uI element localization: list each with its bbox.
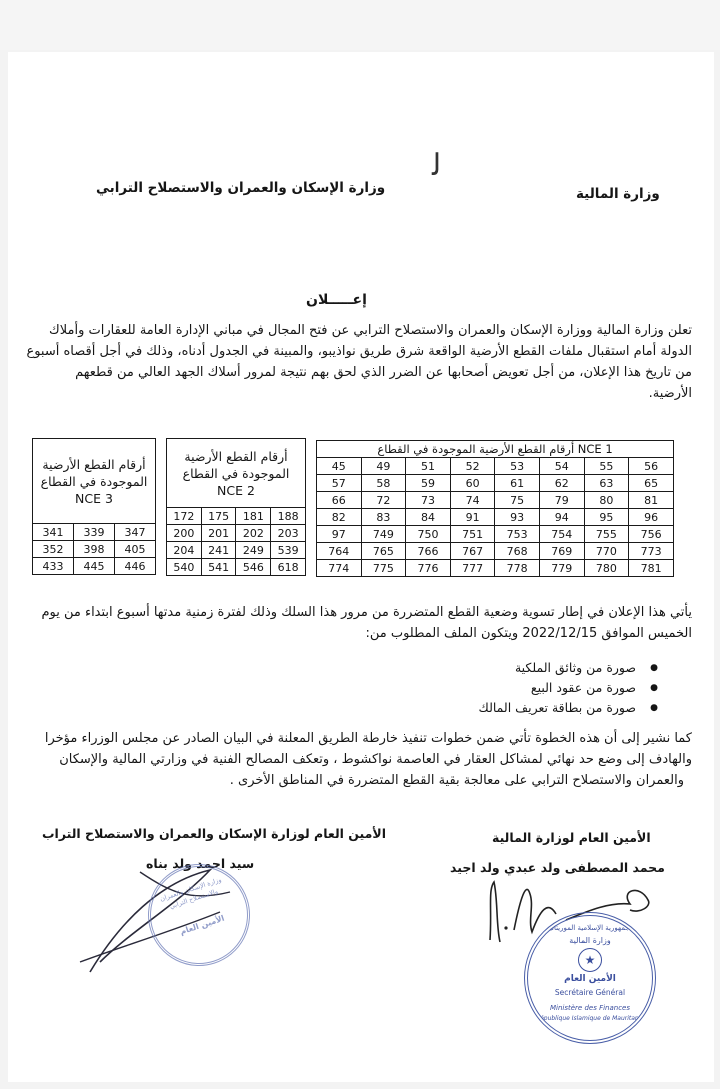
table-nce2-header [167,439,306,508]
intro-line: الدولة أمام استقبال ملفات القطع الأرضية الواقعة شرق طريق نواذيبو، والمبينة في الجدول أدناه، وذلك في أجل أقصاه أسبوع [26,344,692,359]
table-nce3 [32,438,156,575]
table-cell: 80 [584,492,629,509]
finance-sg-name: محمد المصطفى ولد عبدي ولد اجيد [450,860,665,875]
intro-line: الأرضية. [648,386,692,401]
table-cell: 84 [406,509,451,526]
stamp-arabic-ministry: وزارة الإسكان والعمران والاستصلاح الترابي [158,875,223,911]
table-cell: 96 [629,509,674,526]
table-cell: 781 [629,560,674,577]
table-cell: 65 [629,475,674,492]
table-cell: 765 [361,543,406,560]
header-line: الموجودة في القطاع [182,465,290,481]
table-cell: 204 [167,542,202,559]
table-cell: 175 [201,508,236,525]
table-cell: 541 [201,559,236,576]
ministry-housing-header: وزارة الإسكان والعمران والاستصلاح الترابي [96,180,386,196]
table-nce1 [316,440,674,577]
header-line: أرقام القطع الأرضية [184,448,288,464]
page-mark: ﻟ [432,148,442,183]
header-line: NCE 2 [217,482,255,498]
table-cell: 62 [539,475,584,492]
closing-line: والهادف إلى وضع حد نهائي لمشاكل العقار في العاصمة نواكشوط ، وتعكف المصالح الفنية في وزارتي المالية والإسكان [59,752,692,767]
table-row [167,559,306,576]
stamp-arabic-title: الأمين العام [178,913,226,937]
ministry-finance-header: وزارة المالية [576,186,660,202]
table-row [33,541,156,558]
table-cell: 755 [584,526,629,543]
stamp-french-ministry: Ministère des Finances [549,1004,631,1012]
table-cell: 347 [114,524,155,541]
table-cell: 446 [114,558,155,575]
table-cell: 95 [584,509,629,526]
closing-line: كما نشير إلى أن هذه الخطوة تأتي ضمن خطوات تنفيذ خارطة الطريق المعلنة في البيان الصادر عن مجلس الوزراء مؤخرا [44,731,692,746]
table-cell: 83 [361,509,406,526]
table-cell: 58 [361,475,406,492]
table-cell: 769 [539,543,584,560]
table-row [317,543,674,560]
closing-paragraph [24,728,692,791]
stamp-french-country: République Islamique de Mauritanie [535,1015,645,1022]
list-item: صورة من بطاقة تعريف المالك ● [300,698,658,718]
table-cell: 201 [201,525,236,542]
table-row [167,525,306,542]
table-cell: 49 [361,458,406,475]
table-cell: 768 [495,543,540,560]
top-band [0,0,720,50]
table-cell: 52 [450,458,495,475]
table-cell: 764 [317,543,362,560]
table-cell: 241 [201,542,236,559]
table-cell: 756 [629,526,674,543]
table-cell: 61 [495,475,540,492]
table-cell: 73 [406,492,451,509]
requirements-list [300,658,658,718]
table-cell: 540 [167,559,202,576]
table-cell: 779 [539,560,584,577]
housing-sg-name: سيد احمد ولد بناه [146,856,255,871]
table-row [167,542,306,559]
table-cell: 398 [73,541,114,558]
table-cell: 203 [271,525,306,542]
stamp-arabic-ministry: وزارة المالية [569,936,611,945]
table-cell: 754 [539,526,584,543]
table-cell: 81 [629,492,674,509]
table-cell: 750 [406,526,451,543]
table-cell: 778 [495,560,540,577]
table-cell: 780 [584,560,629,577]
table-cell: 94 [539,509,584,526]
intro-line: تعلن وزارة المالية ووزارة الإسكان والعمران والاستصلاح الترابي عن فتح المجال في مباني الإدارة العامة للعقارات وأملاك [49,323,692,338]
table-cell: 352 [33,541,74,558]
period-line: الخميس الموافق 2022/12/15 ويتكون الملف المطلوب من: [365,626,692,641]
table-cell: 766 [406,543,451,560]
table-cell: 93 [495,509,540,526]
table-cell: 74 [450,492,495,509]
table-cell: 188 [271,508,306,525]
table-cell: 59 [406,475,451,492]
stamp-french-title: Secrétaire Général [554,988,626,997]
table-cell: 57 [317,475,362,492]
period-line: يأتي هذا الإعلان في إطار تسوية وضعية القطع المتضررة من مرور هذا السلك وذلك لفترة زمنية مدتها أسبوع ابتداء من يوم [41,605,692,620]
table-cell: 751 [450,526,495,543]
table-cell: 72 [361,492,406,509]
table-cell: 249 [236,542,271,559]
table-row [317,526,674,543]
table-row [317,560,674,577]
table-cell: 341 [33,524,74,541]
table-cell: 433 [33,558,74,575]
table-row [33,558,156,575]
table-cell: 202 [236,525,271,542]
table-cell: 775 [361,560,406,577]
table-cell: 753 [495,526,540,543]
table-row [317,475,674,492]
table-nce3-header [33,439,156,524]
intro-paragraph [24,320,692,404]
list-item: صورة من عقود البيع ● [300,678,658,698]
table-cell: 749 [361,526,406,543]
table-cell: 777 [450,560,495,577]
table-row [317,458,674,475]
table-cell: 773 [629,543,674,560]
table-cell: 618 [271,559,306,576]
table-row [33,524,156,541]
period-paragraph [24,602,692,644]
table-cell: 546 [236,559,271,576]
table-cell: 776 [406,560,451,577]
table-cell: 66 [317,492,362,509]
table-cell: 200 [167,525,202,542]
table-cell: 181 [236,508,271,525]
table-cell: 97 [317,526,362,543]
table-cell: 51 [406,458,451,475]
table-cell: 172 [167,508,202,525]
header-line: أرقام القطع الأرضية [42,456,146,472]
finance-sg-title: الأمين العام لوزارة المالية [492,830,651,845]
table-cell: 55 [584,458,629,475]
table-cell: 82 [317,509,362,526]
emblem-icon: ★ [578,948,602,972]
table-cell: 45 [317,458,362,475]
list-item: صورة من وثائق الملكية ● [300,658,658,678]
table-cell: 79 [539,492,584,509]
stamp-arabic-title: الأمين العام [564,974,616,984]
table-cell: 60 [450,475,495,492]
table-cell: 91 [450,509,495,526]
table-cell: 767 [450,543,495,560]
closing-line: والعمران والاستصلاح الترابي على معالجة بقية القطع المتضررة في المناطق الأخرى . [229,773,684,788]
table-cell: 54 [539,458,584,475]
table-cell: 774 [317,560,362,577]
table-cell: 405 [114,541,155,558]
table-cell: 56 [629,458,674,475]
header-line: NCE 3 [75,490,113,506]
header-line: الموجودة في القطاع [40,473,148,489]
table-cell: 53 [495,458,540,475]
table-nce2 [166,438,306,576]
table-cell: 63 [584,475,629,492]
table-cell: 75 [495,492,540,509]
table-cell: 770 [584,543,629,560]
table-row [317,509,674,526]
housing-sg-title: الأمين العام لوزارة الإسكان والعمران والاستصلاح التراب [42,826,386,841]
finance-stamp [524,912,656,1044]
table-cell: 445 [73,558,114,575]
table-cell: 539 [271,542,306,559]
table-row [317,492,674,509]
intro-line: من تاريخ هذا الإعلان، من أجل تعويض أصحابها عن الضرر الذي لحق بهم نتيجة لمرور أسلاك الجهد العالي من قطعهم [75,365,692,380]
stamp-arabic-top: الجمهورية الإسلامية الموريتانية [546,924,634,932]
announcement-title: إعـــــلان [306,292,367,308]
table-row [167,508,306,525]
table-cell: 339 [73,524,114,541]
table-nce1-header: أرقام القطع الأرضية الموجودة في القطاع NCE 1 [317,441,674,458]
